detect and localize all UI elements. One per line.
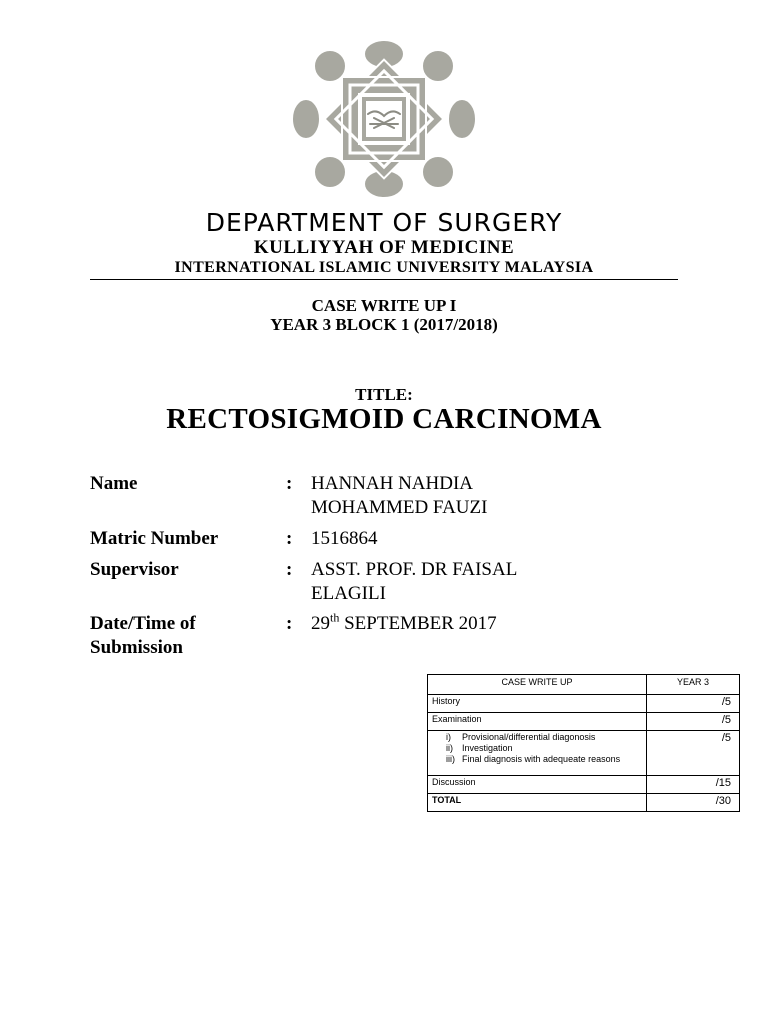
title-label: TITLE: — [355, 385, 413, 404]
row-label-examination: Examination — [428, 713, 647, 731]
table-row — [428, 776, 740, 794]
faculty-heading: KULLIYYAH OF MEDICINE — [253, 237, 515, 258]
column-header-year: YEAR 3 — [647, 675, 740, 695]
header-divider — [90, 279, 678, 280]
supervisor-value-line-2: ELAGILI — [311, 583, 386, 604]
row-score-history: /5 — [647, 695, 740, 713]
matric-colon: : — [286, 528, 293, 549]
table-row — [428, 794, 740, 812]
list-item-text: Provisional/differential diagonosis — [462, 732, 596, 742]
name-value-line-2: MOHAMMED FAUZI — [311, 497, 488, 518]
row-score-diagnosis: /5 — [647, 731, 740, 776]
name-label: Name — [90, 473, 138, 494]
row-score-examination: /5 — [647, 713, 740, 731]
matric-value: 1516864 — [311, 528, 378, 549]
table-header-row — [428, 675, 740, 695]
marks-table — [427, 674, 740, 812]
name-colon: : — [286, 473, 293, 494]
list-item-number: i) — [446, 732, 451, 742]
supervisor-value-line-1: ASST. PROF. DR FAISAL — [311, 559, 518, 580]
table-row — [428, 713, 740, 731]
row-diagnosis-items — [428, 731, 647, 776]
table-row — [428, 731, 740, 776]
date-label-line-2: Submission — [90, 637, 183, 658]
row-label-discussion: Discussion — [428, 776, 647, 794]
column-header-case-write-up: CASE WRITE UP — [428, 675, 647, 695]
list-item-text: Final diagnosis with adequeate reasons — [462, 754, 621, 764]
supervisor-label: Supervisor — [90, 559, 179, 580]
assignment-line-2: YEAR 3 BLOCK 1 (2017/2018) — [270, 315, 498, 334]
list-item — [432, 743, 642, 754]
name-value-line-1: HANNAH NAHDIA — [311, 473, 474, 494]
supervisor-colon: : — [286, 559, 293, 580]
list-item — [432, 754, 642, 765]
list-item-text: Investigation — [462, 743, 513, 753]
row-label-total: TOTAL — [428, 794, 647, 812]
department-heading: DEPARTMENT OF SURGERY — [205, 208, 563, 237]
matric-label: Matric Number — [90, 528, 219, 549]
submission-date — [311, 612, 497, 636]
date-ordinal-suffix: th — [330, 610, 340, 625]
table-row — [428, 695, 740, 713]
date-month-year: SEPTEMBER 2017 — [339, 613, 497, 634]
list-item — [432, 732, 642, 743]
row-score-discussion: /15 — [647, 776, 740, 794]
list-item-number: ii) — [446, 743, 453, 753]
row-score-total: /30 — [647, 794, 740, 812]
university-crest-icon — [284, 38, 484, 202]
document-title: RECTOSIGMOID CARCINOMA — [166, 403, 602, 435]
date-day: 29 — [311, 613, 330, 634]
list-item-number: iii) — [446, 754, 455, 764]
diagnosis-list — [432, 732, 642, 765]
university-heading: INTERNATIONAL ISLAMIC UNIVERSITY MALAYSIA — [174, 259, 594, 276]
assignment-line-1: CASE WRITE UP I — [311, 296, 457, 315]
date-colon: : — [286, 613, 293, 634]
date-label-line-1: Date/Time of — [90, 613, 196, 634]
row-label-history: History — [428, 695, 647, 713]
